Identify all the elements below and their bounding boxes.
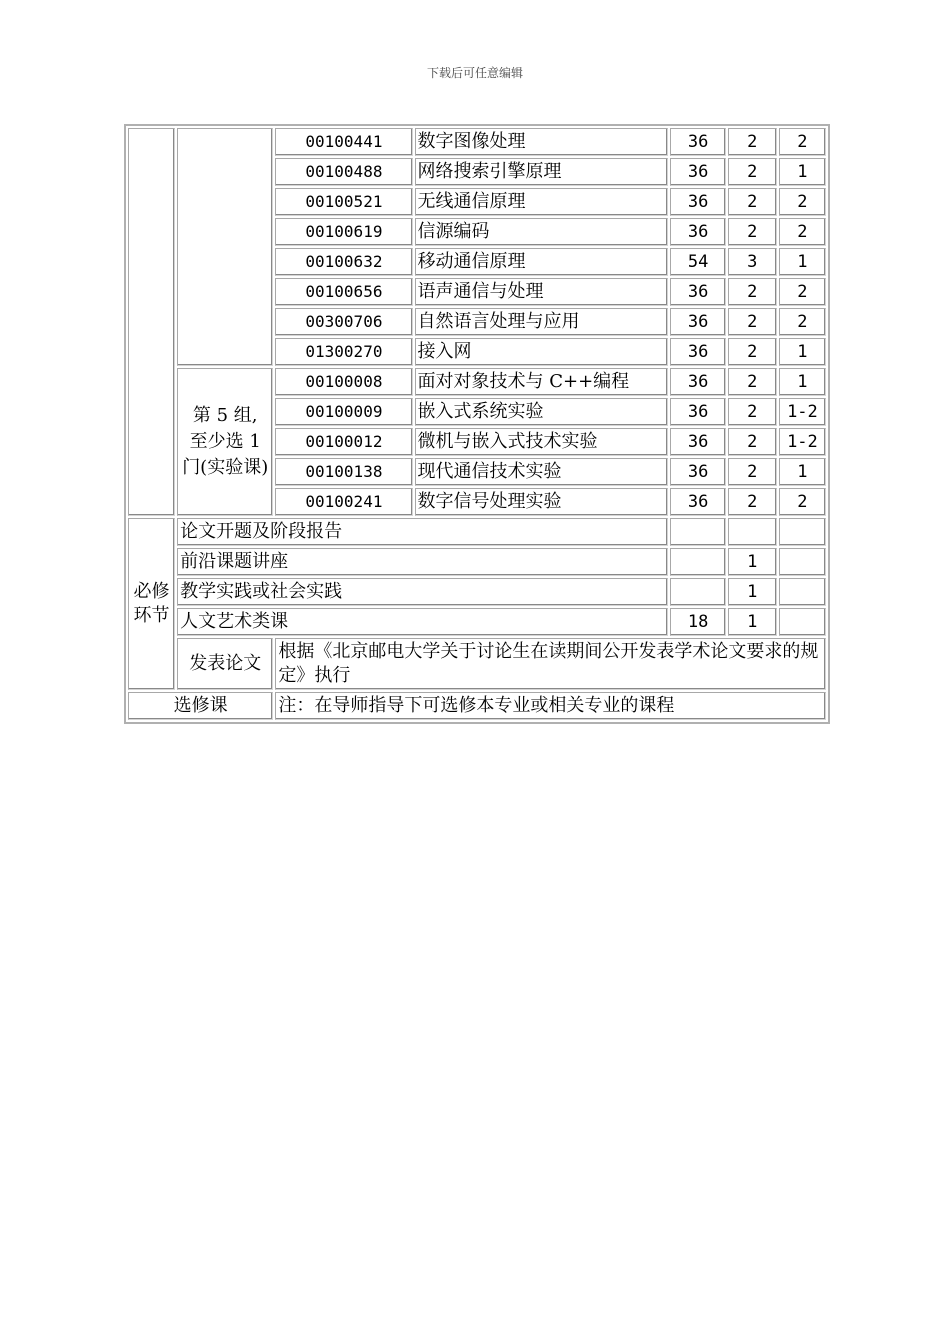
course-hours: 36 bbox=[670, 128, 725, 156]
course-credits: 2 bbox=[728, 128, 777, 156]
course-code: 00100138 bbox=[275, 458, 412, 486]
required-item-name: 教学实践或社会实践 bbox=[177, 578, 668, 606]
course-name: 自然语言处理与应用 bbox=[415, 308, 669, 336]
course-credits: 2 bbox=[728, 368, 777, 396]
course-code: 00100008 bbox=[275, 368, 412, 396]
table-row bbox=[128, 368, 826, 396]
empty-cell bbox=[779, 518, 826, 546]
course-code: 00100521 bbox=[275, 188, 412, 216]
course-code: 00100241 bbox=[275, 488, 412, 516]
course-hours: 36 bbox=[670, 368, 725, 396]
required-item-hours bbox=[670, 518, 725, 546]
group5-label: 第 5 组, 至少选 1 门(实验课) bbox=[177, 368, 273, 516]
course-credits: 2 bbox=[728, 278, 777, 306]
course-semester: 1 bbox=[779, 338, 826, 366]
course-code: 00100488 bbox=[275, 158, 412, 186]
course-name: 语声通信与处理 bbox=[415, 278, 669, 306]
course-semester: 2 bbox=[779, 488, 826, 516]
course-credits: 2 bbox=[728, 338, 777, 366]
course-name: 嵌入式系统实验 bbox=[415, 398, 669, 426]
publication-text: 根据《北京邮电大学关于讨论生在读期间公开发表学术论文要求的规定》执行 bbox=[275, 638, 826, 690]
required-item-credits: 1 bbox=[728, 578, 777, 606]
empty-cell bbox=[779, 578, 826, 606]
course-credits: 2 bbox=[728, 398, 777, 426]
course-credits: 2 bbox=[728, 308, 777, 336]
course-code: 00100632 bbox=[275, 248, 412, 276]
course-credits: 2 bbox=[728, 488, 777, 516]
course-hours: 36 bbox=[670, 338, 725, 366]
course-semester: 1-2 bbox=[779, 398, 826, 426]
course-hours: 36 bbox=[670, 188, 725, 216]
course-hours: 36 bbox=[670, 158, 725, 186]
course-semester: 2 bbox=[779, 128, 826, 156]
required-item-credits bbox=[728, 518, 777, 546]
course-code: 00100009 bbox=[275, 398, 412, 426]
elective-section-cell bbox=[128, 128, 175, 516]
course-semester: 2 bbox=[779, 308, 826, 336]
elective-note: 注：在导师指导下可选修本专业或相关专业的课程 bbox=[275, 692, 826, 720]
course-name: 无线通信原理 bbox=[415, 188, 669, 216]
course-semester: 1 bbox=[779, 458, 826, 486]
course-credits: 2 bbox=[728, 188, 777, 216]
course-semester: 2 bbox=[779, 188, 826, 216]
course-name: 面对对象技术与 C++编程 bbox=[415, 368, 669, 396]
empty-cell bbox=[779, 548, 826, 576]
course-semester: 2 bbox=[779, 278, 826, 306]
course-hours: 36 bbox=[670, 278, 725, 306]
course-hours: 36 bbox=[670, 308, 725, 336]
required-item-hours bbox=[670, 578, 725, 606]
course-code: 00100656 bbox=[275, 278, 412, 306]
course-name: 微机与嵌入式技术实验 bbox=[415, 428, 669, 456]
required-item-hours: 18 bbox=[670, 608, 725, 636]
table-row bbox=[128, 608, 826, 636]
course-name: 信源编码 bbox=[415, 218, 669, 246]
course-name: 接入网 bbox=[415, 338, 669, 366]
course-hours: 36 bbox=[670, 428, 725, 456]
course-credits: 2 bbox=[728, 218, 777, 246]
required-item-credits: 1 bbox=[728, 548, 777, 576]
course-code: 00100012 bbox=[275, 428, 412, 456]
required-item-name: 前沿课题讲座 bbox=[177, 548, 668, 576]
table-row bbox=[128, 548, 826, 576]
course-hours: 36 bbox=[670, 488, 725, 516]
elective-label: 选修课 bbox=[128, 692, 273, 720]
course-credits: 3 bbox=[728, 248, 777, 276]
required-item-name: 论文开题及阶段报告 bbox=[177, 518, 668, 546]
table-row bbox=[128, 518, 826, 546]
course-hours: 36 bbox=[670, 458, 725, 486]
table-row bbox=[128, 638, 826, 690]
required-item-hours bbox=[670, 548, 725, 576]
course-semester: 1 bbox=[779, 368, 826, 396]
required-item-name: 人文艺术类课 bbox=[177, 608, 668, 636]
course-semester: 2 bbox=[779, 218, 826, 246]
group4-label-cell bbox=[177, 128, 273, 366]
course-semester: 1 bbox=[779, 158, 826, 186]
course-code: 00100441 bbox=[275, 128, 412, 156]
course-name: 网络搜索引擎原理 bbox=[415, 158, 669, 186]
required-section-label: 必修环节 bbox=[128, 518, 175, 690]
course-name: 数字信号处理实验 bbox=[415, 488, 669, 516]
course-semester: 1-2 bbox=[779, 428, 826, 456]
course-code: 00100619 bbox=[275, 218, 412, 246]
required-item-credits: 1 bbox=[728, 608, 777, 636]
table-row bbox=[128, 578, 826, 606]
course-semester: 1 bbox=[779, 248, 826, 276]
course-credits: 2 bbox=[728, 428, 777, 456]
course-hours: 36 bbox=[670, 398, 725, 426]
table-row bbox=[128, 128, 826, 156]
course-credits: 2 bbox=[728, 458, 777, 486]
course-hours: 54 bbox=[670, 248, 725, 276]
course-hours: 36 bbox=[670, 218, 725, 246]
course-code: 00300706 bbox=[275, 308, 412, 336]
table-row bbox=[128, 692, 826, 720]
publication-label: 发表论文 bbox=[177, 638, 273, 690]
course-code: 01300270 bbox=[275, 338, 412, 366]
course-credits: 2 bbox=[728, 158, 777, 186]
course-name: 数字图像处理 bbox=[415, 128, 669, 156]
curriculum-table bbox=[124, 124, 830, 724]
course-name: 移动通信原理 bbox=[415, 248, 669, 276]
page-header: 下载后可任意编辑 bbox=[426, 66, 523, 80]
course-name: 现代通信技术实验 bbox=[415, 458, 669, 486]
empty-cell bbox=[779, 608, 826, 636]
